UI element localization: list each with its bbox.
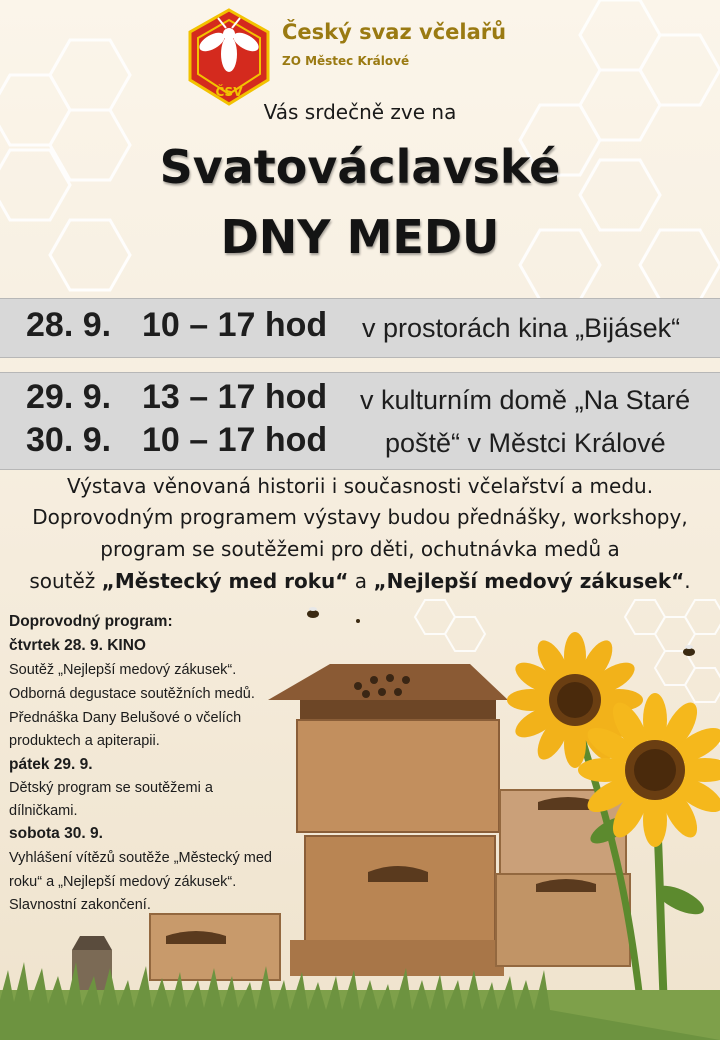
program-line: Vyhlášení vítězů soutěže „Městecký med (9, 850, 272, 866)
program-line: Slavnostní zakončení. (9, 897, 151, 913)
organization-name: Český svaz včelařů (282, 20, 507, 44)
program-line: Přednáška Dany Belušové o včelích (9, 710, 242, 726)
program-day-heading: čtvrtek 28. 9. KINO (9, 637, 146, 654)
program-line: roku“ a „Nejlepší medový zákusek“. (9, 874, 237, 890)
event-title-line1: Svatováclavské (159, 140, 561, 194)
program-line: dílničkami. (9, 803, 78, 819)
program-line: Soutěž „Nejlepší medový zákusek“. (9, 662, 237, 678)
schedule-time: 10 – 17 hod (142, 306, 328, 344)
competition-name: „Městecký med roku“ (101, 569, 349, 593)
event-title-line2: DNY MEDU (220, 210, 500, 264)
program-line: produktech a apiterapii. (9, 733, 160, 749)
description-line: Doprovodným programem výstavy budou přednášky, workshopy, (32, 505, 688, 529)
schedule-place: poště“ v Městci Králové (385, 428, 666, 458)
program-day-heading: sobota 30. 9. (9, 825, 103, 842)
schedule-date: 29. 9. (26, 378, 112, 416)
schedule-place: v prostorách kina „Bijásek“ (362, 313, 681, 343)
program-day-heading: pátek 29. 9. (9, 756, 93, 773)
logo-text: ČSV (215, 85, 243, 99)
schedule-date: 30. 9. (26, 421, 112, 459)
program-line: Odborná degustace soutěžních medů. (9, 686, 255, 702)
schedule-place: v kulturním domě „Na Staré (360, 385, 691, 415)
schedule-time: 10 – 17 hod (142, 421, 328, 459)
bee-illustration (307, 607, 695, 656)
schedule-date: 28. 9. (26, 306, 112, 344)
program-heading: Doprovodný program: (9, 613, 173, 630)
competition-name: „Nejlepší medový zákusek“ (373, 569, 685, 593)
organization-branch: ZO Městec Králové (282, 54, 410, 68)
csv-logo (186, 8, 272, 108)
description-line: program se soutěžemi pro děti, ochutnávka medů a (100, 537, 620, 561)
schedule-time: 13 – 17 hod (142, 378, 328, 416)
description-line: Výstava věnovaná historii i současnosti včelařství a medu. (66, 474, 654, 498)
description-competitions: soutěž „Městecký med roku“ a „Nejlepší medový zákusek“. (29, 569, 691, 593)
invite-text: Vás srdečně zve na (263, 100, 457, 124)
program-line: Dětský program se soutěžemi a (9, 780, 213, 796)
